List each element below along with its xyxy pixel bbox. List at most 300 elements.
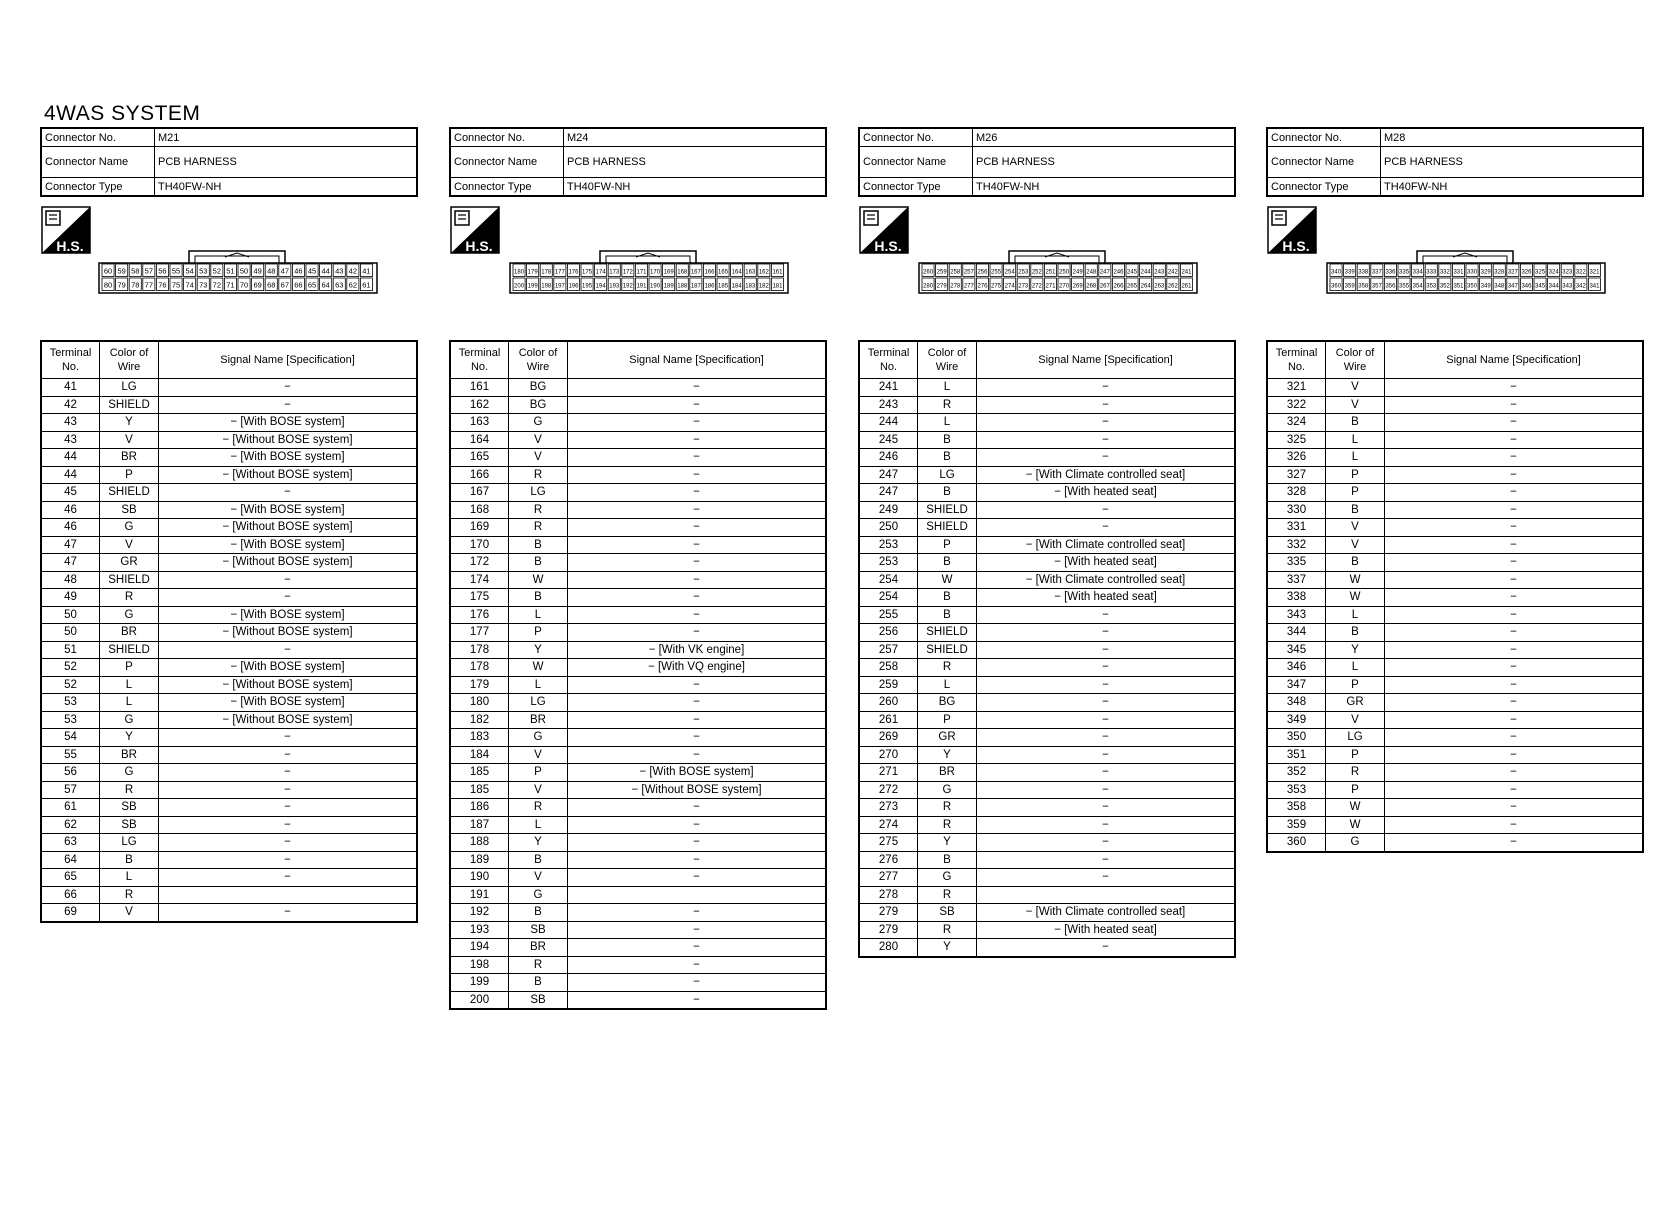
pin-number: 196 — [568, 283, 579, 290]
wire-color-cell: BR — [100, 746, 159, 764]
terminal-cell: 338 — [1267, 589, 1326, 607]
pin-number: 186 — [704, 283, 715, 290]
pin-number: 342 — [1575, 283, 1586, 290]
pin-number: 76 — [158, 280, 167, 290]
wire-color-cell: SHIELD — [918, 519, 977, 537]
terminal-cell: 69 — [41, 904, 100, 922]
pin-number: 80 — [103, 280, 113, 290]
connector-no-label: Connector No. — [450, 128, 564, 147]
connector-no-value: M26 — [973, 128, 1236, 147]
connector-type-value: TH40FW-NH — [1381, 178, 1644, 197]
table-row — [859, 834, 1235, 852]
pin-number: 74 — [185, 280, 194, 290]
connector-type-label: Connector Type — [450, 178, 564, 197]
wire-color-cell: B — [1326, 501, 1385, 519]
signal-cell: − — [568, 851, 827, 869]
table-row — [1267, 729, 1643, 747]
pin-number: 171 — [636, 269, 647, 276]
wire-color-cell: L — [100, 869, 159, 887]
signal-cell: − — [568, 536, 827, 554]
terminal-table — [1266, 340, 1644, 853]
table-row — [859, 711, 1235, 729]
wire-color-cell: P — [918, 536, 977, 554]
pin-number: 169 — [663, 269, 674, 276]
table-row — [859, 466, 1235, 484]
pin-number: 165 — [718, 269, 729, 276]
terminal-cell: 47 — [41, 554, 100, 572]
wire-color-cell: B — [509, 536, 568, 554]
signal-cell: − — [568, 571, 827, 589]
table-row — [859, 606, 1235, 624]
terminal-cell: 65 — [41, 869, 100, 887]
table-row — [450, 781, 826, 799]
terminal-cell: 280 — [859, 939, 918, 957]
terminal-cell: 182 — [450, 711, 509, 729]
pin-number: 321 — [1589, 269, 1600, 276]
signal-cell: − — [568, 956, 827, 974]
pin-number: 45 — [307, 266, 317, 276]
table-row — [1267, 746, 1643, 764]
table-row — [450, 431, 826, 449]
wire-color-cell: SHIELD — [100, 396, 159, 414]
col-header-terminal: Terminal No. — [450, 341, 509, 379]
signal-cell: − — [1385, 799, 1644, 817]
pin-number: 273 — [1018, 283, 1029, 290]
wire-color-cell: B — [509, 589, 568, 607]
signal-cell — [159, 886, 418, 904]
pin-number: 352 — [1439, 283, 1450, 290]
pin-number: 66 — [294, 280, 303, 290]
signal-cell: − — [568, 816, 827, 834]
wire-color-cell: L — [100, 694, 159, 712]
signal-cell: − — [977, 834, 1236, 852]
terminal-cell: 45 — [41, 484, 100, 502]
terminal-cell: 169 — [450, 519, 509, 537]
col-header-signal: Signal Name [Specification] — [568, 341, 827, 379]
wire-color-cell: SB — [509, 991, 568, 1009]
table-row — [1267, 414, 1643, 432]
wire-color-cell: Y — [918, 746, 977, 764]
pin-number: 338 — [1358, 269, 1369, 276]
terminal-cell: 279 — [859, 904, 918, 922]
wire-color-cell: W — [1326, 589, 1385, 607]
pin-number: 257 — [963, 269, 974, 276]
table-row — [450, 834, 826, 852]
signal-cell: − — [977, 781, 1236, 799]
signal-cell: − — [159, 589, 418, 607]
pin-number: 340 — [1331, 269, 1342, 276]
harness-side-icon — [1266, 205, 1318, 255]
wire-color-cell: B — [1326, 554, 1385, 572]
hs-label: H.S. — [1282, 238, 1310, 254]
pin-number: 280 — [923, 283, 934, 290]
table-row — [1267, 501, 1643, 519]
pin-number: 358 — [1358, 283, 1369, 290]
table-row — [450, 851, 826, 869]
pin-number: 268 — [1086, 283, 1097, 290]
wire-color-cell: R — [918, 886, 977, 904]
pin-number: 75 — [171, 280, 181, 290]
terminal-cell: 57 — [41, 781, 100, 799]
signal-cell: − [Without BOSE system] — [159, 676, 418, 694]
signal-cell: − — [1385, 431, 1644, 449]
pin-number: 162 — [758, 269, 769, 276]
wire-color-cell: B — [918, 554, 977, 572]
wire-color-cell: W — [1326, 571, 1385, 589]
terminal-table — [40, 340, 418, 923]
terminal-cell: 276 — [859, 851, 918, 869]
table-row — [450, 554, 826, 572]
table-row — [859, 431, 1235, 449]
terminal-cell: 255 — [859, 606, 918, 624]
signal-cell: − — [568, 834, 827, 852]
signal-cell: − — [568, 694, 827, 712]
wire-color-cell: W — [509, 659, 568, 677]
col-header-signal: Signal Name [Specification] — [1385, 341, 1644, 379]
pin-number: 270 — [1059, 283, 1070, 290]
wire-color-cell: Y — [509, 834, 568, 852]
signal-cell: − — [568, 711, 827, 729]
table-row — [450, 414, 826, 432]
pin-number: 173 — [609, 269, 620, 276]
table-row — [859, 624, 1235, 642]
connector-block-m26 — [858, 127, 1236, 954]
terminal-cell: 200 — [450, 991, 509, 1009]
pin-number: 272 — [1031, 283, 1042, 290]
col-header-terminal: Terminal No. — [1267, 341, 1326, 379]
wire-color-cell: R — [918, 921, 977, 939]
pin-number: 274 — [1004, 283, 1015, 290]
wire-color-cell: SHIELD — [918, 501, 977, 519]
table-row — [450, 571, 826, 589]
table-row — [41, 641, 417, 659]
signal-cell: − — [568, 676, 827, 694]
terminal-cell: 187 — [450, 816, 509, 834]
pin-number: 49 — [253, 266, 262, 276]
table-row — [1267, 449, 1643, 467]
pin-number: 323 — [1562, 269, 1573, 276]
signal-cell: − — [977, 869, 1236, 887]
table-row — [859, 921, 1235, 939]
signal-cell: − — [159, 816, 418, 834]
wire-color-cell: LG — [100, 379, 159, 397]
table-row — [1267, 571, 1643, 589]
col-header-terminal: Terminal No. — [41, 341, 100, 379]
hs-label: H.S. — [874, 238, 902, 254]
signal-cell: − [Without BOSE system] — [159, 519, 418, 537]
wire-color-cell: B — [509, 974, 568, 992]
wire-color-cell: Y — [100, 414, 159, 432]
terminal-cell: 253 — [859, 536, 918, 554]
pin-number: 325 — [1535, 269, 1546, 276]
table-row — [41, 659, 417, 677]
terminal-cell: 55 — [41, 746, 100, 764]
connector-name-label: Connector Name — [859, 147, 973, 178]
wire-color-cell: L — [509, 676, 568, 694]
pin-number: 174 — [595, 269, 606, 276]
wire-color-cell: LG — [1326, 729, 1385, 747]
connector-type-value: TH40FW-NH — [564, 178, 827, 197]
wire-color-cell: B — [918, 449, 977, 467]
pin-number: 350 — [1467, 283, 1478, 290]
terminal-cell: 172 — [450, 554, 509, 572]
connector-type-label: Connector Type — [1267, 178, 1381, 197]
terminal-cell: 247 — [859, 484, 918, 502]
table-row — [450, 729, 826, 747]
wire-color-cell: SHIELD — [100, 641, 159, 659]
terminal-cell: 192 — [450, 904, 509, 922]
terminal-cell: 332 — [1267, 536, 1326, 554]
table-row — [859, 501, 1235, 519]
pin-number: 46 — [294, 266, 303, 276]
wire-color-cell: V — [509, 746, 568, 764]
terminal-cell: 190 — [450, 869, 509, 887]
pin-number: 348 — [1494, 283, 1505, 290]
signal-cell: − — [159, 851, 418, 869]
connector-name-label: Connector Name — [450, 147, 564, 178]
terminal-cell: 66 — [41, 886, 100, 904]
table-row — [41, 414, 417, 432]
table-row — [450, 589, 826, 607]
pin-number: 62 — [348, 280, 358, 290]
pin-number: 258 — [950, 269, 961, 276]
terminal-cell: 253 — [859, 554, 918, 572]
col-header-signal: Signal Name [Specification] — [977, 341, 1236, 379]
table-row — [859, 641, 1235, 659]
pin-number: 341 — [1589, 283, 1600, 290]
terminal-cell: 53 — [41, 711, 100, 729]
pin-number: 172 — [622, 269, 633, 276]
terminal-cell: 326 — [1267, 449, 1326, 467]
signal-cell: − [Without BOSE system] — [159, 431, 418, 449]
signal-cell: − — [568, 466, 827, 484]
signal-cell: − — [568, 974, 827, 992]
signal-cell: − — [568, 501, 827, 519]
wire-color-cell: V — [100, 904, 159, 922]
wire-color-cell: W — [1326, 799, 1385, 817]
signal-cell: − — [1385, 834, 1644, 852]
wire-color-cell: L — [1326, 431, 1385, 449]
pin-number: 339 — [1344, 269, 1355, 276]
table-row — [859, 764, 1235, 782]
signal-cell: − [With BOSE system] — [159, 449, 418, 467]
signal-cell: − — [159, 764, 418, 782]
signal-cell: − — [1385, 379, 1644, 397]
harness-side-icon — [40, 205, 92, 255]
pin-number: 261 — [1181, 283, 1192, 290]
terminal-cell: 56 — [41, 764, 100, 782]
terminal-cell: 260 — [859, 694, 918, 712]
pin-number: 356 — [1385, 283, 1396, 290]
table-row — [41, 851, 417, 869]
wire-color-cell: R — [100, 589, 159, 607]
pin-number: 279 — [936, 283, 947, 290]
pin-number: 197 — [554, 283, 565, 290]
table-row — [41, 694, 417, 712]
connector-face-diagram — [918, 249, 1198, 290]
wire-color-cell: R — [918, 659, 977, 677]
pin-number: 351 — [1453, 283, 1464, 290]
pin-number: 163 — [745, 269, 756, 276]
signal-cell: − — [159, 799, 418, 817]
pin-number: 345 — [1535, 283, 1546, 290]
signal-cell: − — [568, 939, 827, 957]
signal-cell: − — [568, 414, 827, 432]
signal-cell: − — [977, 379, 1236, 397]
table-row — [450, 624, 826, 642]
signal-cell: − [With Climate controlled seat] — [977, 536, 1236, 554]
signal-cell: − [With Climate controlled seat] — [977, 571, 1236, 589]
terminal-cell: 186 — [450, 799, 509, 817]
table-row — [41, 606, 417, 624]
wire-color-cell: V — [1326, 536, 1385, 554]
pin-number: 194 — [595, 283, 606, 290]
signal-cell: − — [1385, 729, 1644, 747]
wire-color-cell: V — [100, 431, 159, 449]
pin-number: 68 — [267, 280, 276, 290]
signal-cell: − — [159, 904, 418, 922]
wire-color-cell: BR — [509, 939, 568, 957]
pin-number: 79 — [117, 280, 126, 290]
signal-cell: − — [159, 641, 418, 659]
wire-color-cell: B — [918, 589, 977, 607]
connector-name-value: PCB HARNESS — [973, 147, 1236, 178]
pin-number: 330 — [1467, 269, 1478, 276]
terminal-cell: 324 — [1267, 414, 1326, 432]
signal-cell: − — [977, 939, 1236, 957]
wire-color-cell: GR — [918, 729, 977, 747]
table-row — [1267, 659, 1643, 677]
col-header-color: Color of Wire — [100, 341, 159, 379]
pin-number: 70 — [239, 280, 249, 290]
wire-color-cell: G — [100, 711, 159, 729]
table-row — [859, 729, 1235, 747]
pin-number: 41 — [362, 266, 371, 276]
pin-number: 52 — [212, 266, 222, 276]
wire-color-cell: P — [100, 466, 159, 484]
table-row — [450, 501, 826, 519]
wire-color-cell: Y — [1326, 641, 1385, 659]
signal-cell: − — [977, 729, 1236, 747]
table-row — [41, 816, 417, 834]
terminal-cell: 54 — [41, 729, 100, 747]
table-row — [41, 379, 417, 397]
pin-number: 243 — [1154, 269, 1165, 276]
terminal-cell: 50 — [41, 624, 100, 642]
signal-cell: − — [977, 449, 1236, 467]
pin-number: 278 — [950, 283, 961, 290]
wire-color-cell: V — [509, 781, 568, 799]
pin-number: 256 — [977, 269, 988, 276]
wire-color-cell: L — [1326, 449, 1385, 467]
signal-cell: − — [1385, 659, 1644, 677]
wire-color-cell: L — [918, 676, 977, 694]
connector-no-label: Connector No. — [1267, 128, 1381, 147]
pin-number: 260 — [923, 269, 934, 276]
terminal-cell: 174 — [450, 571, 509, 589]
terminal-cell: 269 — [859, 729, 918, 747]
terminal-cell: 254 — [859, 589, 918, 607]
wire-color-cell: R — [509, 466, 568, 484]
terminal-cell: 43 — [41, 431, 100, 449]
signal-cell: − — [1385, 764, 1644, 782]
table-row — [1267, 519, 1643, 537]
terminal-cell: 46 — [41, 501, 100, 519]
table-row — [859, 816, 1235, 834]
terminal-table — [858, 340, 1236, 958]
signal-cell: − — [1385, 414, 1644, 432]
table-row — [450, 904, 826, 922]
signal-cell: − [With Climate controlled seat] — [977, 466, 1236, 484]
wire-color-cell: R — [918, 816, 977, 834]
terminal-cell: 170 — [450, 536, 509, 554]
pin-number: 344 — [1548, 283, 1559, 290]
pin-number: 55 — [171, 266, 181, 276]
signal-cell: − — [568, 921, 827, 939]
wire-color-cell: BR — [100, 449, 159, 467]
table-row — [1267, 484, 1643, 502]
signal-cell: − — [977, 624, 1236, 642]
signal-cell: − — [1385, 449, 1644, 467]
terminal-cell: 50 — [41, 606, 100, 624]
pin-number: 198 — [541, 283, 552, 290]
pin-number: 185 — [718, 283, 729, 290]
signal-cell: − [With heated seat] — [977, 921, 1236, 939]
signal-cell: − — [977, 414, 1236, 432]
connector-header — [1266, 127, 1644, 197]
signal-cell: − — [159, 396, 418, 414]
signal-cell: − — [1385, 519, 1644, 537]
pin-number: 164 — [731, 269, 742, 276]
table-row — [1267, 431, 1643, 449]
wire-color-cell: R — [509, 519, 568, 537]
pin-number: 252 — [1031, 269, 1042, 276]
wire-color-cell: Y — [509, 641, 568, 659]
signal-cell: − [With VQ engine] — [568, 659, 827, 677]
terminal-cell: 348 — [1267, 694, 1326, 712]
wire-color-cell: L — [1326, 659, 1385, 677]
pin-number: 322 — [1575, 269, 1586, 276]
col-header-color: Color of Wire — [918, 341, 977, 379]
terminal-cell: 257 — [859, 641, 918, 659]
pin-number: 187 — [690, 283, 701, 290]
wire-color-cell: BG — [509, 379, 568, 397]
table-row — [41, 834, 417, 852]
hs-label: H.S. — [56, 238, 84, 254]
table-row — [450, 641, 826, 659]
pin-number: 61 — [362, 280, 371, 290]
signal-cell: − — [568, 554, 827, 572]
pin-number: 357 — [1371, 283, 1382, 290]
wire-color-cell: SHIELD — [100, 484, 159, 502]
pin-number: 266 — [1113, 283, 1124, 290]
terminal-cell: 178 — [450, 659, 509, 677]
signal-cell: − [With BOSE system] — [159, 414, 418, 432]
pin-number: 180 — [514, 269, 525, 276]
table-row — [41, 799, 417, 817]
table-row — [1267, 536, 1643, 554]
signal-cell: − [With heated seat] — [977, 589, 1236, 607]
terminal-cell: 193 — [450, 921, 509, 939]
signal-cell: − — [159, 869, 418, 887]
wire-color-cell: BR — [100, 624, 159, 642]
signal-cell: − [Without BOSE system] — [159, 466, 418, 484]
table-row — [859, 904, 1235, 922]
pin-number: 58 — [131, 266, 140, 276]
pin-number: 254 — [1004, 269, 1015, 276]
signal-cell: − — [977, 431, 1236, 449]
connector-name-label: Connector Name — [41, 147, 155, 178]
